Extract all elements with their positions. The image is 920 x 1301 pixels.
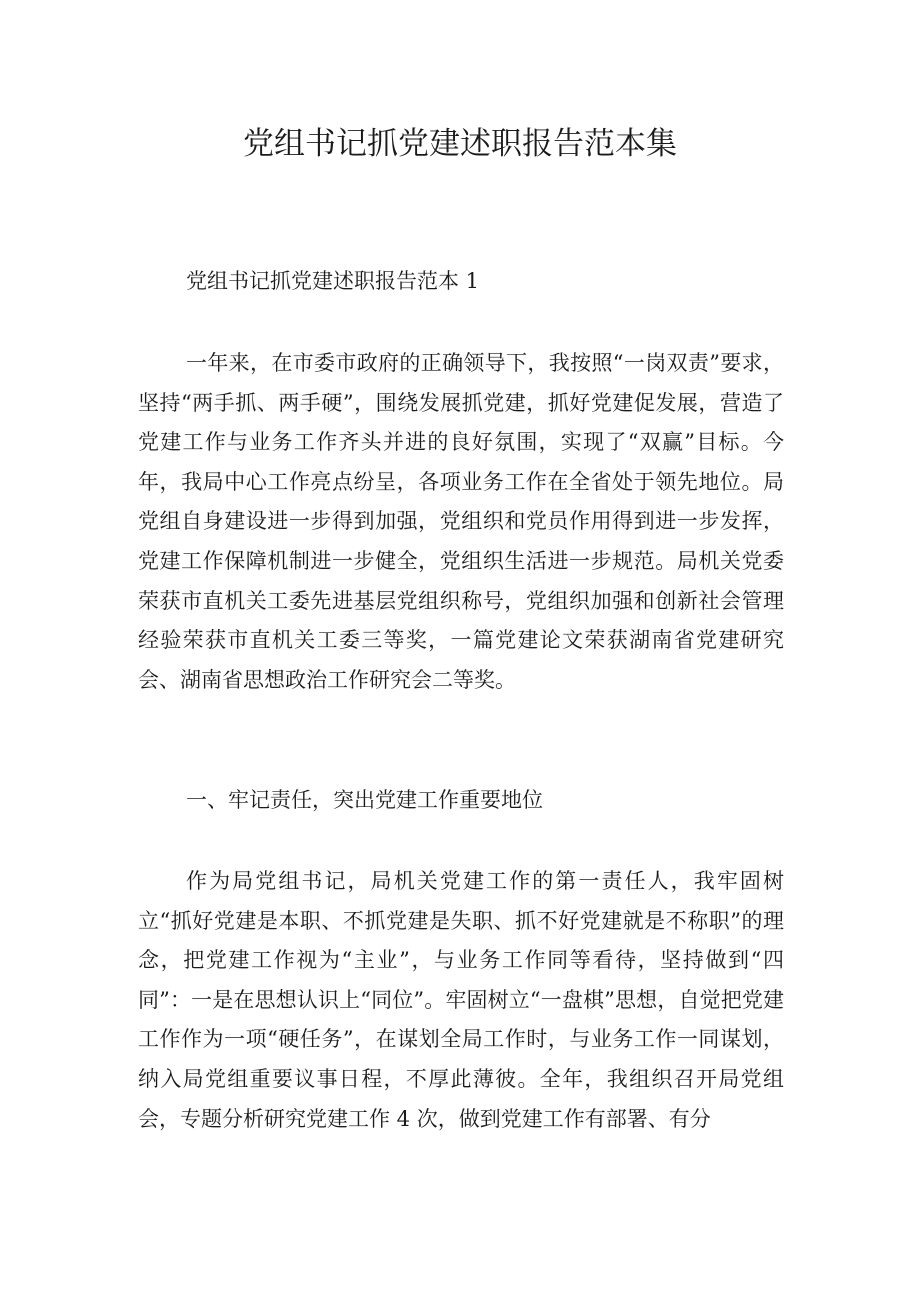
section-title: 党组书记抓党建述职报告范本 1: [186, 269, 480, 293]
document-title: 党组书记抓党建述职报告范本集: [243, 126, 677, 162]
body-paragraph-1: 作为局党组书记，局机关党建工作的第一责任人，我牢固树立“抓好党建是本职、不抓党建是失职、抓不好党建就是不称职”的理念，把党建工作视为“主业”，与业务工作同等看待，坚持做到“四同”：一是在思想认识上“同位”。牢固树立“一盘棋”思想，自觉把党建工作作为一项“硬任务”，在谋划全局工作时，与业务工作一同谋划，纳入局党组重要议事日程，不厚此薄彼。全年，我组织召开局党组会，专题分析研究党建工作 4 次，做到党建工作有部署、有分: [138, 869, 784, 1131]
section-heading-1: 一、牢记责任，突出党建工作重要地位: [186, 788, 543, 812]
intro-paragraph: 一年来，在市委市政府的正确领导下，我按照“一岗双责”要求，坚持“两手抓、两手硬”，围绕发展抓党建，抓好党建促发展，营造了党建工作与业务工作齐头并进的良好氛围，实现了“双赢”目标。今年，我局中心工作亮点纷呈，各项业务工作在全省处于领先地位。局党组自身建设进一步得到加强，党组织和党员作用得到进一步发挥，党建工作保障机制进一步健全，党组织生活进一步规范。局机关党委荣获市直机关工委先进基层党组织称号，党组织加强和创新社会管理经验荣获市直机关工委三等奖，一篇党建论文荣获湖南省党建研究会、湖南省思想政治工作研究会二等奖。: [138, 351, 784, 692]
